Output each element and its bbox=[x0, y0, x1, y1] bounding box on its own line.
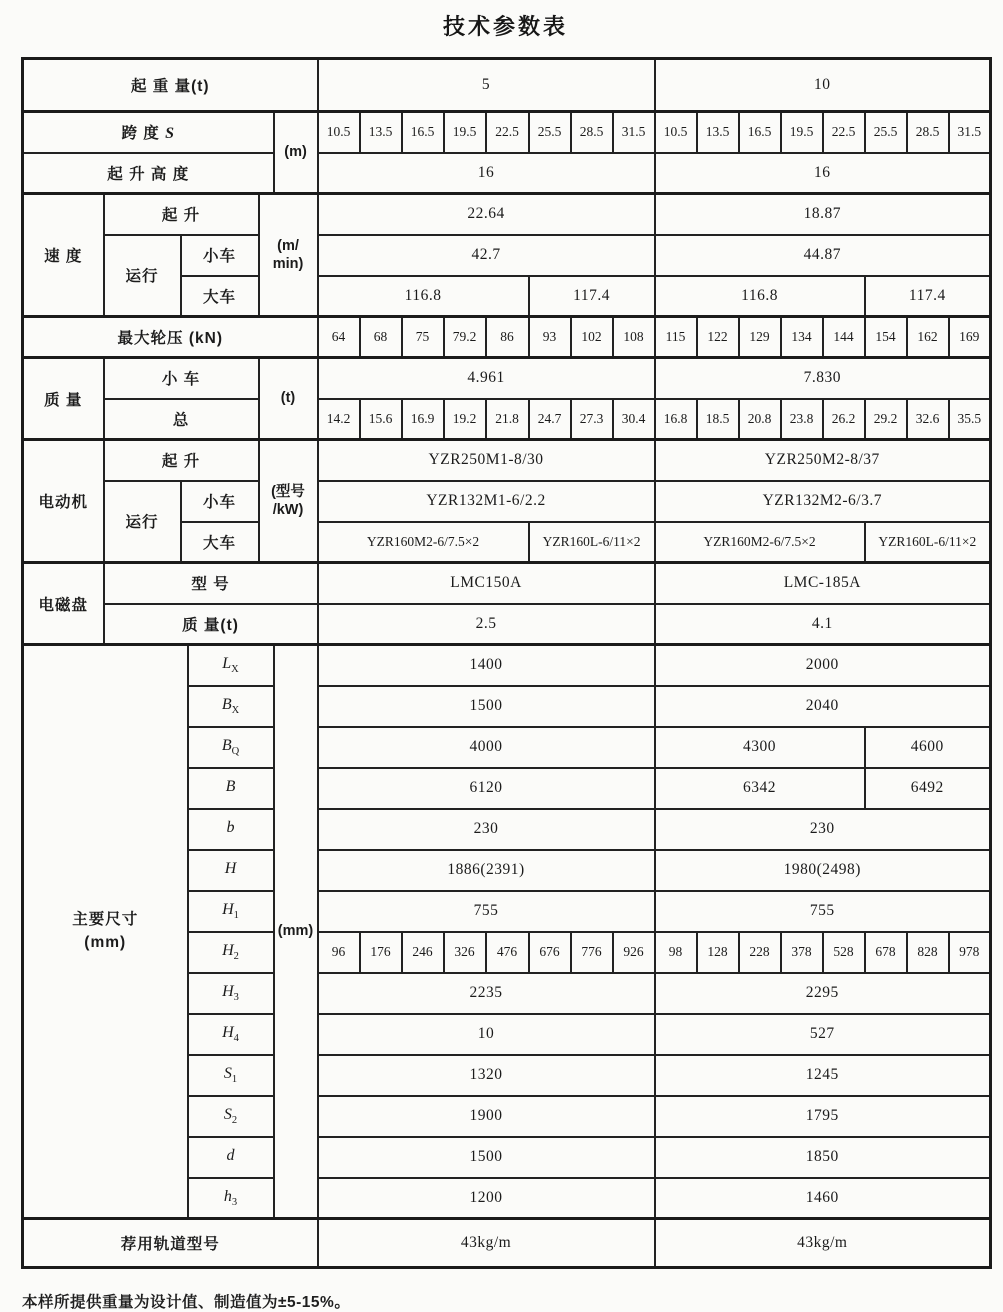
dim-symbol-b: b bbox=[188, 809, 274, 850]
value-speed-hoist-5t: 22.64 bbox=[318, 194, 655, 235]
table-cell: 19.5 bbox=[444, 112, 486, 153]
row-label-mass-trolley: 小 车 bbox=[104, 358, 259, 399]
value-BQ-10t-a: 4300 bbox=[655, 727, 865, 768]
value-motor-crane-5t-a: YZR160M2-6/7.5×2 bbox=[318, 522, 529, 563]
table-cell: 115 bbox=[655, 317, 697, 358]
table-cell: 86 bbox=[486, 317, 529, 358]
row-speed-hoist bbox=[23, 194, 991, 235]
table-cell: 27.3 bbox=[571, 399, 613, 440]
value-S1-5t: 1320 bbox=[318, 1055, 655, 1096]
value-motor-trolley-5t: YZR132M1-6/2.2 bbox=[318, 481, 655, 522]
table-cell: 144 bbox=[823, 317, 865, 358]
value-Bx-10t: 2040 bbox=[655, 686, 991, 727]
table-cell: 978 bbox=[949, 932, 991, 973]
table-cell: 64 bbox=[318, 317, 360, 358]
table-cell: 68 bbox=[360, 317, 402, 358]
table-cell: 79.2 bbox=[444, 317, 486, 358]
value-H3-5t: 2235 bbox=[318, 973, 655, 1014]
value-H4-5t: 10 bbox=[318, 1014, 655, 1055]
value-BQ-10t-b: 4600 bbox=[865, 727, 991, 768]
dim-symbol-H1: $H_1$ bbox=[188, 891, 274, 932]
table-cell: 93 bbox=[529, 317, 571, 358]
value-S2-5t: 1900 bbox=[318, 1096, 655, 1137]
spec-table bbox=[21, 57, 992, 1269]
value-motor-trolley-10t: YZR132M2-6/3.7 bbox=[655, 481, 991, 522]
row-label-lift-height: 起 升 高 度 bbox=[23, 153, 274, 194]
table-cell: 32.6 bbox=[907, 399, 949, 440]
table-cell: 28.5 bbox=[571, 112, 613, 153]
value-mass-trolley-5t: 4.961 bbox=[318, 358, 655, 399]
value-motor-crane-5t-b: YZR160L-6/11×2 bbox=[529, 522, 655, 563]
dim-symbol-S1: $S_1$ bbox=[188, 1055, 274, 1096]
span-symbol-S: S bbox=[165, 125, 176, 143]
table-cell: 98 bbox=[655, 932, 697, 973]
row-label-span bbox=[23, 112, 274, 153]
unit-m-min-line2: min) bbox=[272, 256, 304, 272]
table-cell: 129 bbox=[739, 317, 781, 358]
row-rail bbox=[23, 1219, 991, 1268]
table-cell: 528 bbox=[823, 932, 865, 973]
value-lift-height-5t: 16 bbox=[318, 153, 655, 194]
table-cell: 162 bbox=[907, 317, 949, 358]
section-label-mass: 质 量 bbox=[23, 358, 104, 440]
section-label-motor: 电动机 bbox=[23, 440, 104, 563]
table-cell: 678 bbox=[865, 932, 907, 973]
dim-symbol-Bx: $B_X$ bbox=[188, 686, 274, 727]
table-cell: 828 bbox=[907, 932, 949, 973]
value-b-5t: 230 bbox=[318, 809, 655, 850]
row-label-motor-travel: 运行 bbox=[104, 481, 181, 563]
value-b-10t: 230 bbox=[655, 809, 991, 850]
row-magnet-mass bbox=[23, 604, 991, 645]
dim-symbol-H4: $H_4$ bbox=[188, 1014, 274, 1055]
value-magnet-mass-10t: 4.1 bbox=[655, 604, 991, 645]
row-mass-total bbox=[23, 399, 991, 440]
value-motor-hoist-5t: YZR250M1-8/30 bbox=[318, 440, 655, 481]
table-cell: 25.5 bbox=[865, 112, 907, 153]
dim-symbol-H: H bbox=[188, 850, 274, 891]
unit-model-kw-line2: /kW) bbox=[272, 502, 304, 518]
value-lift-height-10t: 16 bbox=[655, 153, 991, 194]
table-cell: 16.8 bbox=[655, 399, 697, 440]
unit-mm: (mm) bbox=[274, 645, 318, 1219]
table-cell: 13.5 bbox=[360, 112, 402, 153]
table-cell: 122 bbox=[697, 317, 739, 358]
value-H-5t: 1886(2391) bbox=[318, 850, 655, 891]
unit-model-kw bbox=[259, 440, 318, 563]
value-motor-hoist-10t: YZR250M2-8/37 bbox=[655, 440, 991, 481]
table-cell: 22.5 bbox=[823, 112, 865, 153]
section-label-magnet: 电磁盘 bbox=[23, 563, 104, 645]
row-label-mass-total: 总 bbox=[104, 399, 259, 440]
table-cell: 10.5 bbox=[318, 112, 360, 153]
table-cell: 21.8 bbox=[486, 399, 529, 440]
table-cell: 18.5 bbox=[697, 399, 739, 440]
span-label-cn: 跨 度 bbox=[121, 125, 160, 143]
table-cell: 10.5 bbox=[655, 112, 697, 153]
value-H1-5t: 755 bbox=[318, 891, 655, 932]
table-cell: 108 bbox=[613, 317, 655, 358]
value-H-10t: 1980(2498) bbox=[655, 850, 991, 891]
unit-model-kw-line1: (型号 bbox=[271, 483, 305, 500]
unit-t: (t) bbox=[259, 358, 318, 440]
value-H4-10t: 527 bbox=[655, 1014, 991, 1055]
table-cell: 476 bbox=[486, 932, 529, 973]
table-cell: 29.2 bbox=[865, 399, 907, 440]
table-cell: 23.8 bbox=[781, 399, 823, 440]
table-cell: 176 bbox=[360, 932, 402, 973]
row-speed-trolley bbox=[23, 235, 991, 276]
table-cell: 326 bbox=[444, 932, 486, 973]
dim-symbol-BQ: $B_Q$ bbox=[188, 727, 274, 768]
row-magnet-model bbox=[23, 563, 991, 604]
table-cell: 169 bbox=[949, 317, 991, 358]
row-label-magnet-mass: 质 量(t) bbox=[104, 604, 318, 645]
value-H3-10t: 2295 bbox=[655, 973, 991, 1014]
value-d-10t: 1850 bbox=[655, 1137, 991, 1178]
row-label-speed-crane: 大车 bbox=[181, 276, 259, 317]
table-cell: 16.9 bbox=[402, 399, 444, 440]
value-h3-5t: 1200 bbox=[318, 1178, 655, 1219]
value-B-10t-b: 6492 bbox=[865, 768, 991, 809]
table-cell: 28.5 bbox=[907, 112, 949, 153]
value-B-10t-a: 6342 bbox=[655, 768, 865, 809]
table-cell: 22.5 bbox=[486, 112, 529, 153]
row-mass-trolley bbox=[23, 358, 991, 399]
table-cell: 102 bbox=[571, 317, 613, 358]
row-label-wheel-load: 最大轮压 (kN) bbox=[23, 317, 318, 358]
table-cell: 20.8 bbox=[739, 399, 781, 440]
table-cell: 13.5 bbox=[697, 112, 739, 153]
value-speed-crane-5t-a: 116.8 bbox=[318, 276, 529, 317]
table-cell: 19.5 bbox=[781, 112, 823, 153]
dim-symbol-Lx: $L_X$ bbox=[188, 645, 274, 686]
value-rail-10t: 43kg/m bbox=[655, 1219, 991, 1268]
table-cell: 26.2 bbox=[823, 399, 865, 440]
value-speed-crane-10t-b: 117.4 bbox=[865, 276, 991, 317]
row-wheel-load bbox=[23, 317, 991, 358]
value-mass-trolley-10t: 7.830 bbox=[655, 358, 991, 399]
table-cell: 16.5 bbox=[402, 112, 444, 153]
unit-m: (m) bbox=[274, 112, 318, 194]
row-dim-Lx bbox=[23, 645, 991, 686]
dim-symbol-H2: $H_2$ bbox=[188, 932, 274, 973]
dim-symbol-h3: $h_3$ bbox=[188, 1178, 274, 1219]
table-cell: 30.4 bbox=[613, 399, 655, 440]
row-label-speed-travel: 运行 bbox=[104, 235, 181, 317]
dims-label-line2: (mm) bbox=[84, 933, 127, 951]
value-Lx-5t: 1400 bbox=[318, 645, 655, 686]
row-motor-hoist bbox=[23, 440, 991, 481]
table-cell: 35.5 bbox=[949, 399, 991, 440]
unit-m-min bbox=[259, 194, 318, 317]
value-d-5t: 1500 bbox=[318, 1137, 655, 1178]
value-h3-10t: 1460 bbox=[655, 1178, 991, 1219]
dim-symbol-d: d bbox=[188, 1137, 274, 1178]
value-rail-5t: 43kg/m bbox=[318, 1219, 655, 1268]
row-label-motor-trolley: 小车 bbox=[181, 481, 259, 522]
value-Lx-10t: 2000 bbox=[655, 645, 991, 686]
table-cell: 75 bbox=[402, 317, 444, 358]
table-cell: 96 bbox=[318, 932, 360, 973]
table-cell: 14.2 bbox=[318, 399, 360, 440]
dim-symbol-S2: $S_2$ bbox=[188, 1096, 274, 1137]
table-cell: 676 bbox=[529, 932, 571, 973]
table-cell: 926 bbox=[613, 932, 655, 973]
table-cell: 154 bbox=[865, 317, 907, 358]
value-magnet-model-5t: LMC150A bbox=[318, 563, 655, 604]
value-capacity-5t: 5 bbox=[318, 59, 655, 112]
value-H1-10t: 755 bbox=[655, 891, 991, 932]
row-label-speed-trolley: 小车 bbox=[181, 235, 259, 276]
value-speed-crane-5t-b: 117.4 bbox=[529, 276, 655, 317]
value-B-5t: 6120 bbox=[318, 768, 655, 809]
value-Bx-5t: 1500 bbox=[318, 686, 655, 727]
table-cell: 15.6 bbox=[360, 399, 402, 440]
value-magnet-mass-5t: 2.5 bbox=[318, 604, 655, 645]
table-cell: 31.5 bbox=[949, 112, 991, 153]
table-cell: 776 bbox=[571, 932, 613, 973]
value-speed-hoist-10t: 18.87 bbox=[655, 194, 991, 235]
table-cell: 128 bbox=[697, 932, 739, 973]
footnote: 本样所提供重量为设计值、制造值为±5-15%。 bbox=[22, 1294, 351, 1311]
value-speed-crane-10t-a: 116.8 bbox=[655, 276, 865, 317]
row-span bbox=[23, 112, 991, 153]
value-BQ-5t: 4000 bbox=[318, 727, 655, 768]
table-cell: 134 bbox=[781, 317, 823, 358]
row-capacity bbox=[23, 59, 991, 112]
value-S2-10t: 1795 bbox=[655, 1096, 991, 1137]
table-cell: 19.2 bbox=[444, 399, 486, 440]
value-motor-crane-10t-a: YZR160M2-6/7.5×2 bbox=[655, 522, 865, 563]
page-title: 技术参数表 bbox=[442, 14, 568, 39]
table-cell: 16.5 bbox=[739, 112, 781, 153]
row-label-capacity: 起 重 量(t) bbox=[23, 59, 318, 112]
dim-symbol-B: B bbox=[188, 768, 274, 809]
table-cell: 31.5 bbox=[613, 112, 655, 153]
dim-symbol-H3: $H_3$ bbox=[188, 973, 274, 1014]
value-S1-10t: 1245 bbox=[655, 1055, 991, 1096]
table-cell: 378 bbox=[781, 932, 823, 973]
table-cell: 24.7 bbox=[529, 399, 571, 440]
row-label-motor-hoist: 起 升 bbox=[104, 440, 259, 481]
value-speed-trolley-10t: 44.87 bbox=[655, 235, 991, 276]
row-label-motor-crane: 大车 bbox=[181, 522, 259, 563]
row-label-speed-hoist: 起 升 bbox=[104, 194, 259, 235]
unit-m-min-line1: (m/ bbox=[277, 237, 299, 254]
value-speed-trolley-5t: 42.7 bbox=[318, 235, 655, 276]
section-label-dims bbox=[23, 645, 188, 1219]
dims-label-line1: 主要尺寸 bbox=[72, 911, 139, 929]
section-label-speed: 速 度 bbox=[23, 194, 104, 317]
row-label-rail: 荐用轨道型号 bbox=[23, 1219, 318, 1268]
row-motor-trolley bbox=[23, 481, 991, 522]
table-cell: 246 bbox=[402, 932, 444, 973]
row-lift-height bbox=[23, 153, 991, 194]
row-label-magnet-model: 型 号 bbox=[104, 563, 318, 604]
table-cell: 228 bbox=[739, 932, 781, 973]
value-capacity-10t: 10 bbox=[655, 59, 991, 112]
table-cell: 25.5 bbox=[529, 112, 571, 153]
value-magnet-model-10t: LMC-185A bbox=[655, 563, 991, 604]
value-motor-crane-10t-b: YZR160L-6/11×2 bbox=[865, 522, 991, 563]
